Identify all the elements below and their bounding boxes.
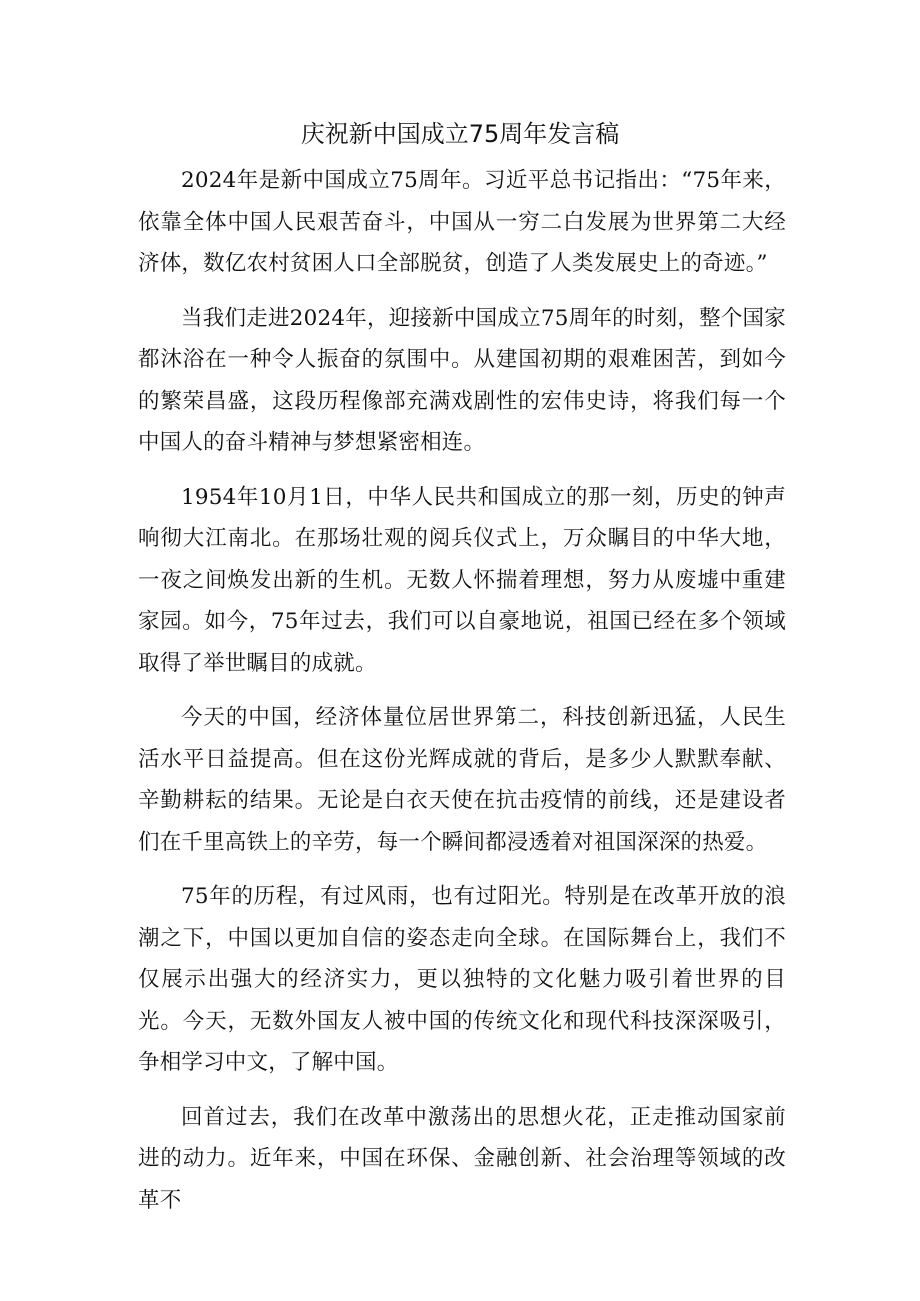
paragraph-5: 75年的历程，有过风雨，也有过阳光。特别是在改革开放的浪潮之下，中国以更加自信的姿态走向全球。在国际舞台上，我们不仅展示出强大的经济实力，更以独特的文化魅力吸引着世界的目光。今天，无数外国友人被中国的传统文化和现代科技深深吸引，争相学习中文，了解中国。: [138, 884, 786, 1075]
paragraph-1: 2024年是新中国成立75周年。习近平总书记指出：“75年来，依靠全体中国人民艰苦奋斗，中国从一穷二白发展为世界第二大经济体，数亿农村贫困人口全部脱贫，创造了人类发展史上的奇迹。”: [138, 168, 786, 276]
paragraph-3: 1954年10月1日，中华人民共和国成立的那一刻，历史的钟声响彻大江南北。在那场壮观的阅兵仪式上，万众瞩目的中华大地，一夜之间焕发出新的生机。无数人怀揣着理想，努力从废墟中重建家园。如今，75年过去，我们可以自豪地说，祖国已经在多个领域取得了举世瞩目的成就。: [138, 484, 786, 676]
paragraph-6: 回首过去，我们在改革中激荡出的思想火花，正走推动国家前进的动力。近年来，中国在环保、金融创新、社会治理等领域的改革不: [138, 1104, 786, 1213]
document-title: 庆祝新中国成立75周年发言稿: [300, 120, 620, 148]
document-body: [138, 160, 786, 1234]
paragraph-2: 当我们走进2024年，迎接新中国成立75周年的时刻，整个国家都沐浴在一种令人振奋的氛围中。从建国初期的艰难困苦，到如今的繁荣昌盛，这段历程像部充满戏剧性的宏伟史诗，将我们每一个中国人的奋斗精神与梦想紧密相连。: [138, 305, 786, 455]
paragraph-4: 今天的中国，经济体量位居世界第二，科技创新迅猛，人民生活水平日益提高。但在这份光辉成就的背后，是多少人默默奉献、辛勤耕耘的结果。无论是白衣天使在抗击疫情的前线，还是建设者们在千里高铁上的辛劳，每一个瞬间都浸透着对祖国深深的热爱。: [138, 705, 786, 855]
